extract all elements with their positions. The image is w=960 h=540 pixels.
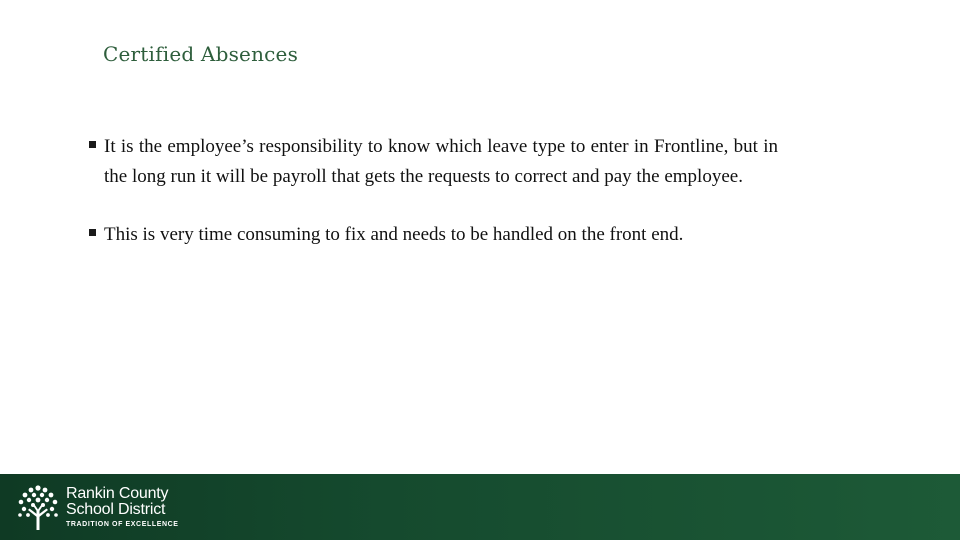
square-bullet-icon bbox=[89, 141, 96, 148]
bullet-text: This is very time consuming to fix and needs to be handled on the front end. bbox=[104, 224, 684, 245]
bullet-text: It is the employee’s responsibility to know which leave type to enter in Frontline, but in the long run it will be payroll that gets the requests to correct and pay the employee. bbox=[104, 136, 778, 187]
logo-wordmark bbox=[66, 486, 179, 530]
bullet-list bbox=[88, 132, 778, 250]
bullet-item bbox=[88, 132, 778, 192]
org-name-line1: Rankin County bbox=[66, 485, 169, 502]
org-tagline: TRADITION OF EXCELLENCE bbox=[66, 521, 179, 528]
square-bullet-icon bbox=[89, 229, 96, 236]
district-logo bbox=[16, 484, 179, 532]
tree-icon bbox=[16, 484, 60, 532]
footer-band bbox=[0, 474, 960, 540]
slide-title: Certified Absences bbox=[103, 42, 299, 66]
bullet-item bbox=[88, 220, 778, 250]
org-name-line2: School District bbox=[66, 501, 166, 518]
